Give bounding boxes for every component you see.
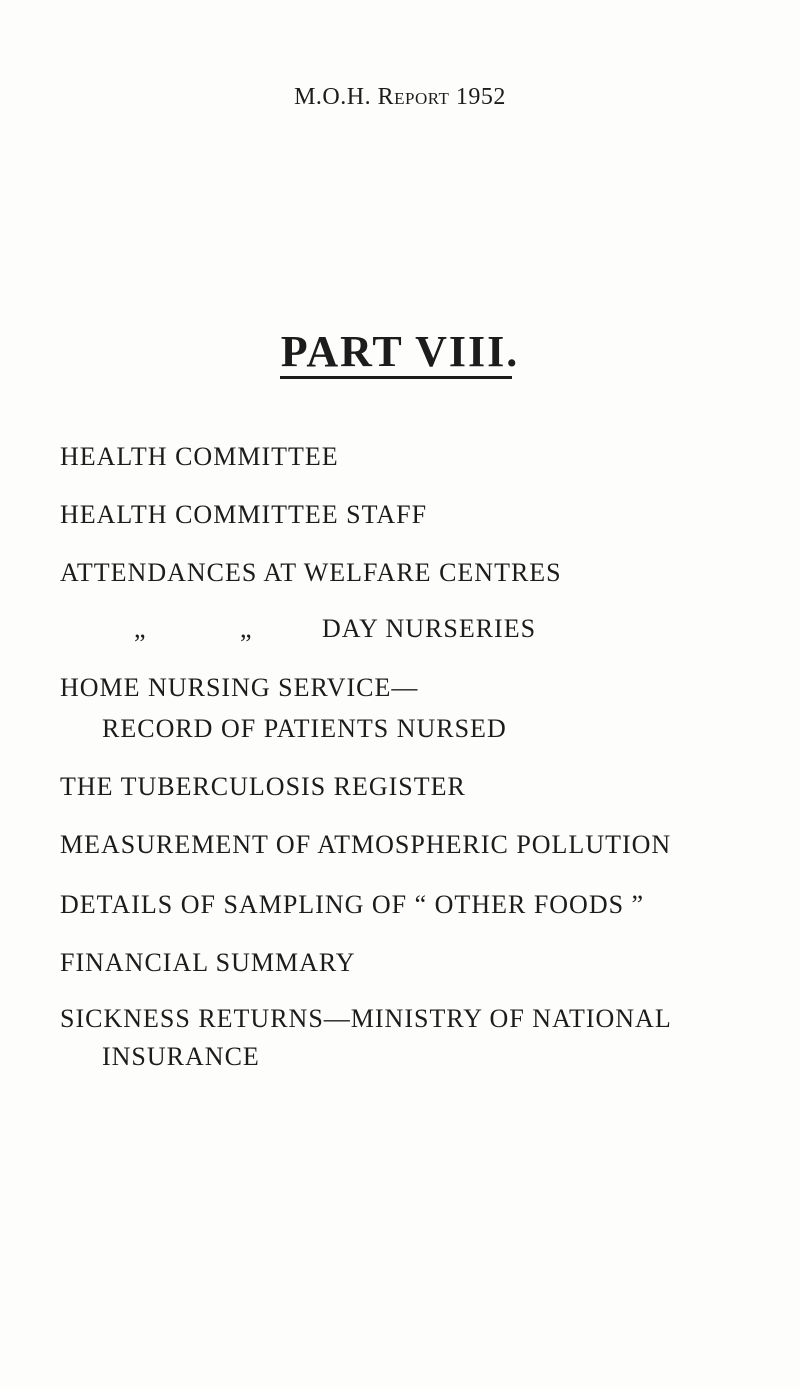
contents-item-health-committee-staff: HEALTH COMMITTEE STAFF — [60, 500, 428, 529]
contents-item-day-nurseries: DAY NURSERIES — [322, 614, 537, 643]
contents-item-sickness-returns: SICKNESS RETURNS—MINISTRY OF NATIONAL — [60, 1004, 672, 1033]
contents-item-financial-summary: FINANCIAL SUMMARY — [60, 948, 356, 977]
contents-item-insurance: INSURANCE — [102, 1042, 260, 1071]
contents-item-tuberculosis-register: THE TUBERCULOSIS REGISTER — [60, 772, 466, 801]
part-title: PART VIII. — [280, 327, 520, 376]
contents-item-health-committee: HEALTH COMMITTEE — [60, 442, 339, 471]
header-year: 1952 — [449, 84, 506, 110]
contents-item-record-patients-nursed: RECORD OF PATIENTS NURSED — [102, 714, 507, 743]
contents-item-sampling-other-foods: DETAILS OF SAMPLING OF “ OTHER FOODS ” — [60, 890, 645, 919]
header-prefix: M.O.H. — [294, 84, 378, 110]
contents-item-atmospheric-pollution: MEASUREMENT OF ATMOSPHERIC POLLUTION — [60, 830, 672, 859]
running-header — [0, 84, 800, 111]
title-underline — [280, 376, 512, 379]
header-report-word: Report — [377, 84, 450, 110]
ditto-mark: „ — [134, 614, 146, 643]
ditto-mark: „ — [240, 614, 252, 643]
contents-item-home-nursing-service: HOME NURSING SERVICE— — [60, 673, 419, 702]
contents-item-attendances-welfare-centres: ATTENDANCES AT WELFARE CENTRES — [60, 558, 562, 587]
